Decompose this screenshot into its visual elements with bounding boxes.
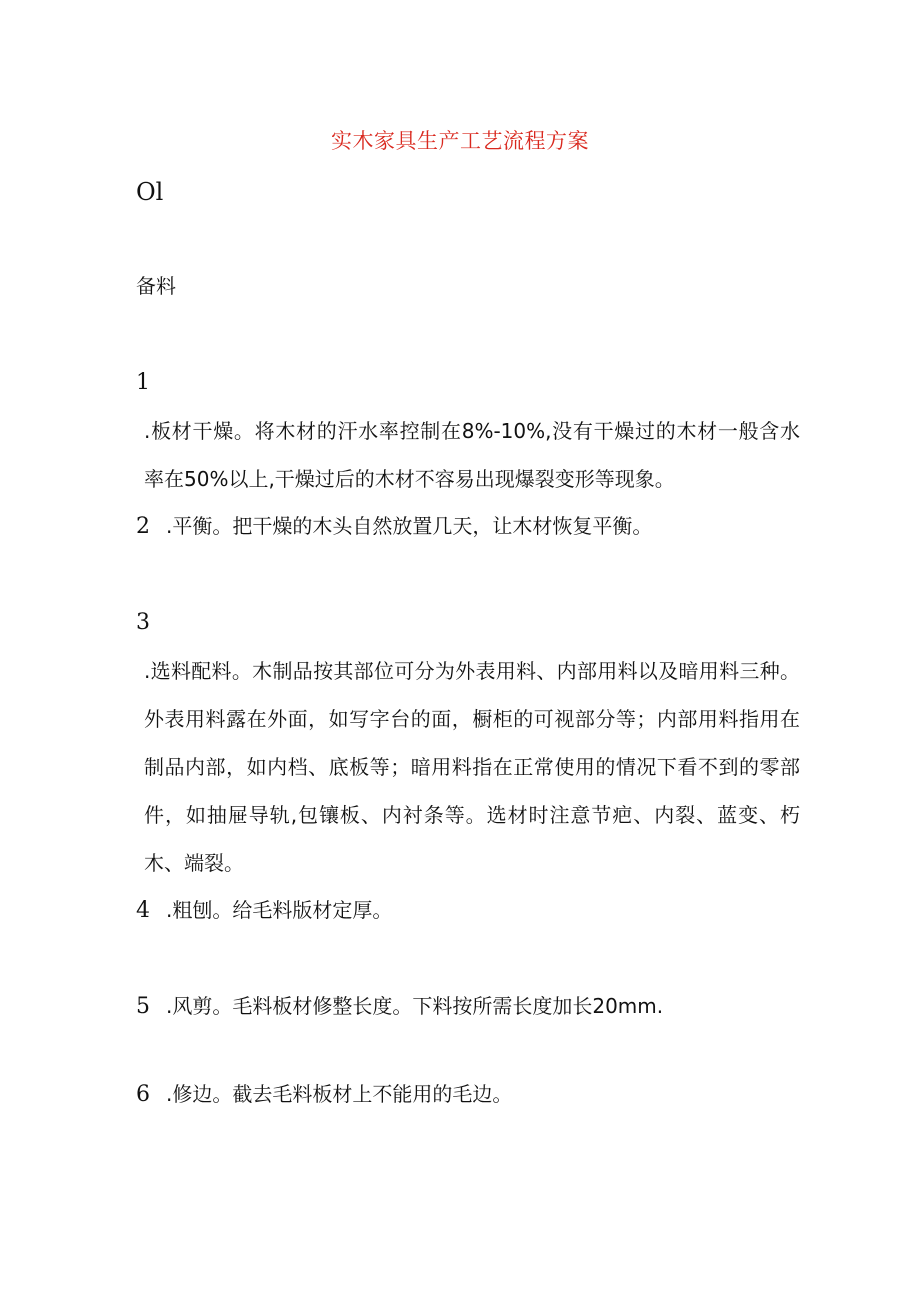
list-item-number: 3 [136, 610, 150, 635]
list-item-number: 4 [136, 898, 150, 923]
list-item-text: .修边。截去毛料板材上不能用的毛边。 [166, 1082, 513, 1106]
section-heading: 备料 [136, 274, 176, 298]
list-item [136, 886, 800, 935]
list-item [136, 358, 800, 503]
list-item-number: 2 [136, 514, 150, 539]
list-item-number: 5 [136, 994, 150, 1019]
list-item [136, 982, 800, 1031]
list-item [136, 598, 800, 887]
list-item-text: .选料配料。木制品按其部位可分为外表用料、内部用料以及暗用料三种。外表用料露在外面，如写字台的面，橱柜的可视部分等；内部用料指用在制品内部，如内档、底板等；暗用料指在正常使用的情况下看不到的零部件，如抽屉导轨,包镶板、内衬条等。选材时注意节疤、内裂、蓝变、朽木、端裂。 [144, 659, 800, 875]
list-item-number: 6 [136, 1082, 150, 1107]
document-title: 实木家具生产工艺流程方案 [331, 129, 589, 153]
list-item-text: .粗刨。给毛料版材定厚。 [166, 898, 393, 922]
list-item-text: .风剪。毛料板材修整长度。下料按所需长度加长20mm. [166, 994, 664, 1018]
list-item-number: 1 [136, 370, 150, 395]
list-item [136, 1070, 800, 1119]
section-number: Ol [136, 178, 164, 206]
list-item [136, 502, 800, 551]
list-item-text: .平衡。把干燥的木头自然放置几天，让木材恢复平衡。 [166, 514, 653, 538]
list-item-text: .板材干燥。将木材的汗水率控制在8%-10%,没有干燥过的木材一般含水率在50%以上,干燥过后的木材不容易出现爆裂变形等现象。 [144, 419, 800, 491]
